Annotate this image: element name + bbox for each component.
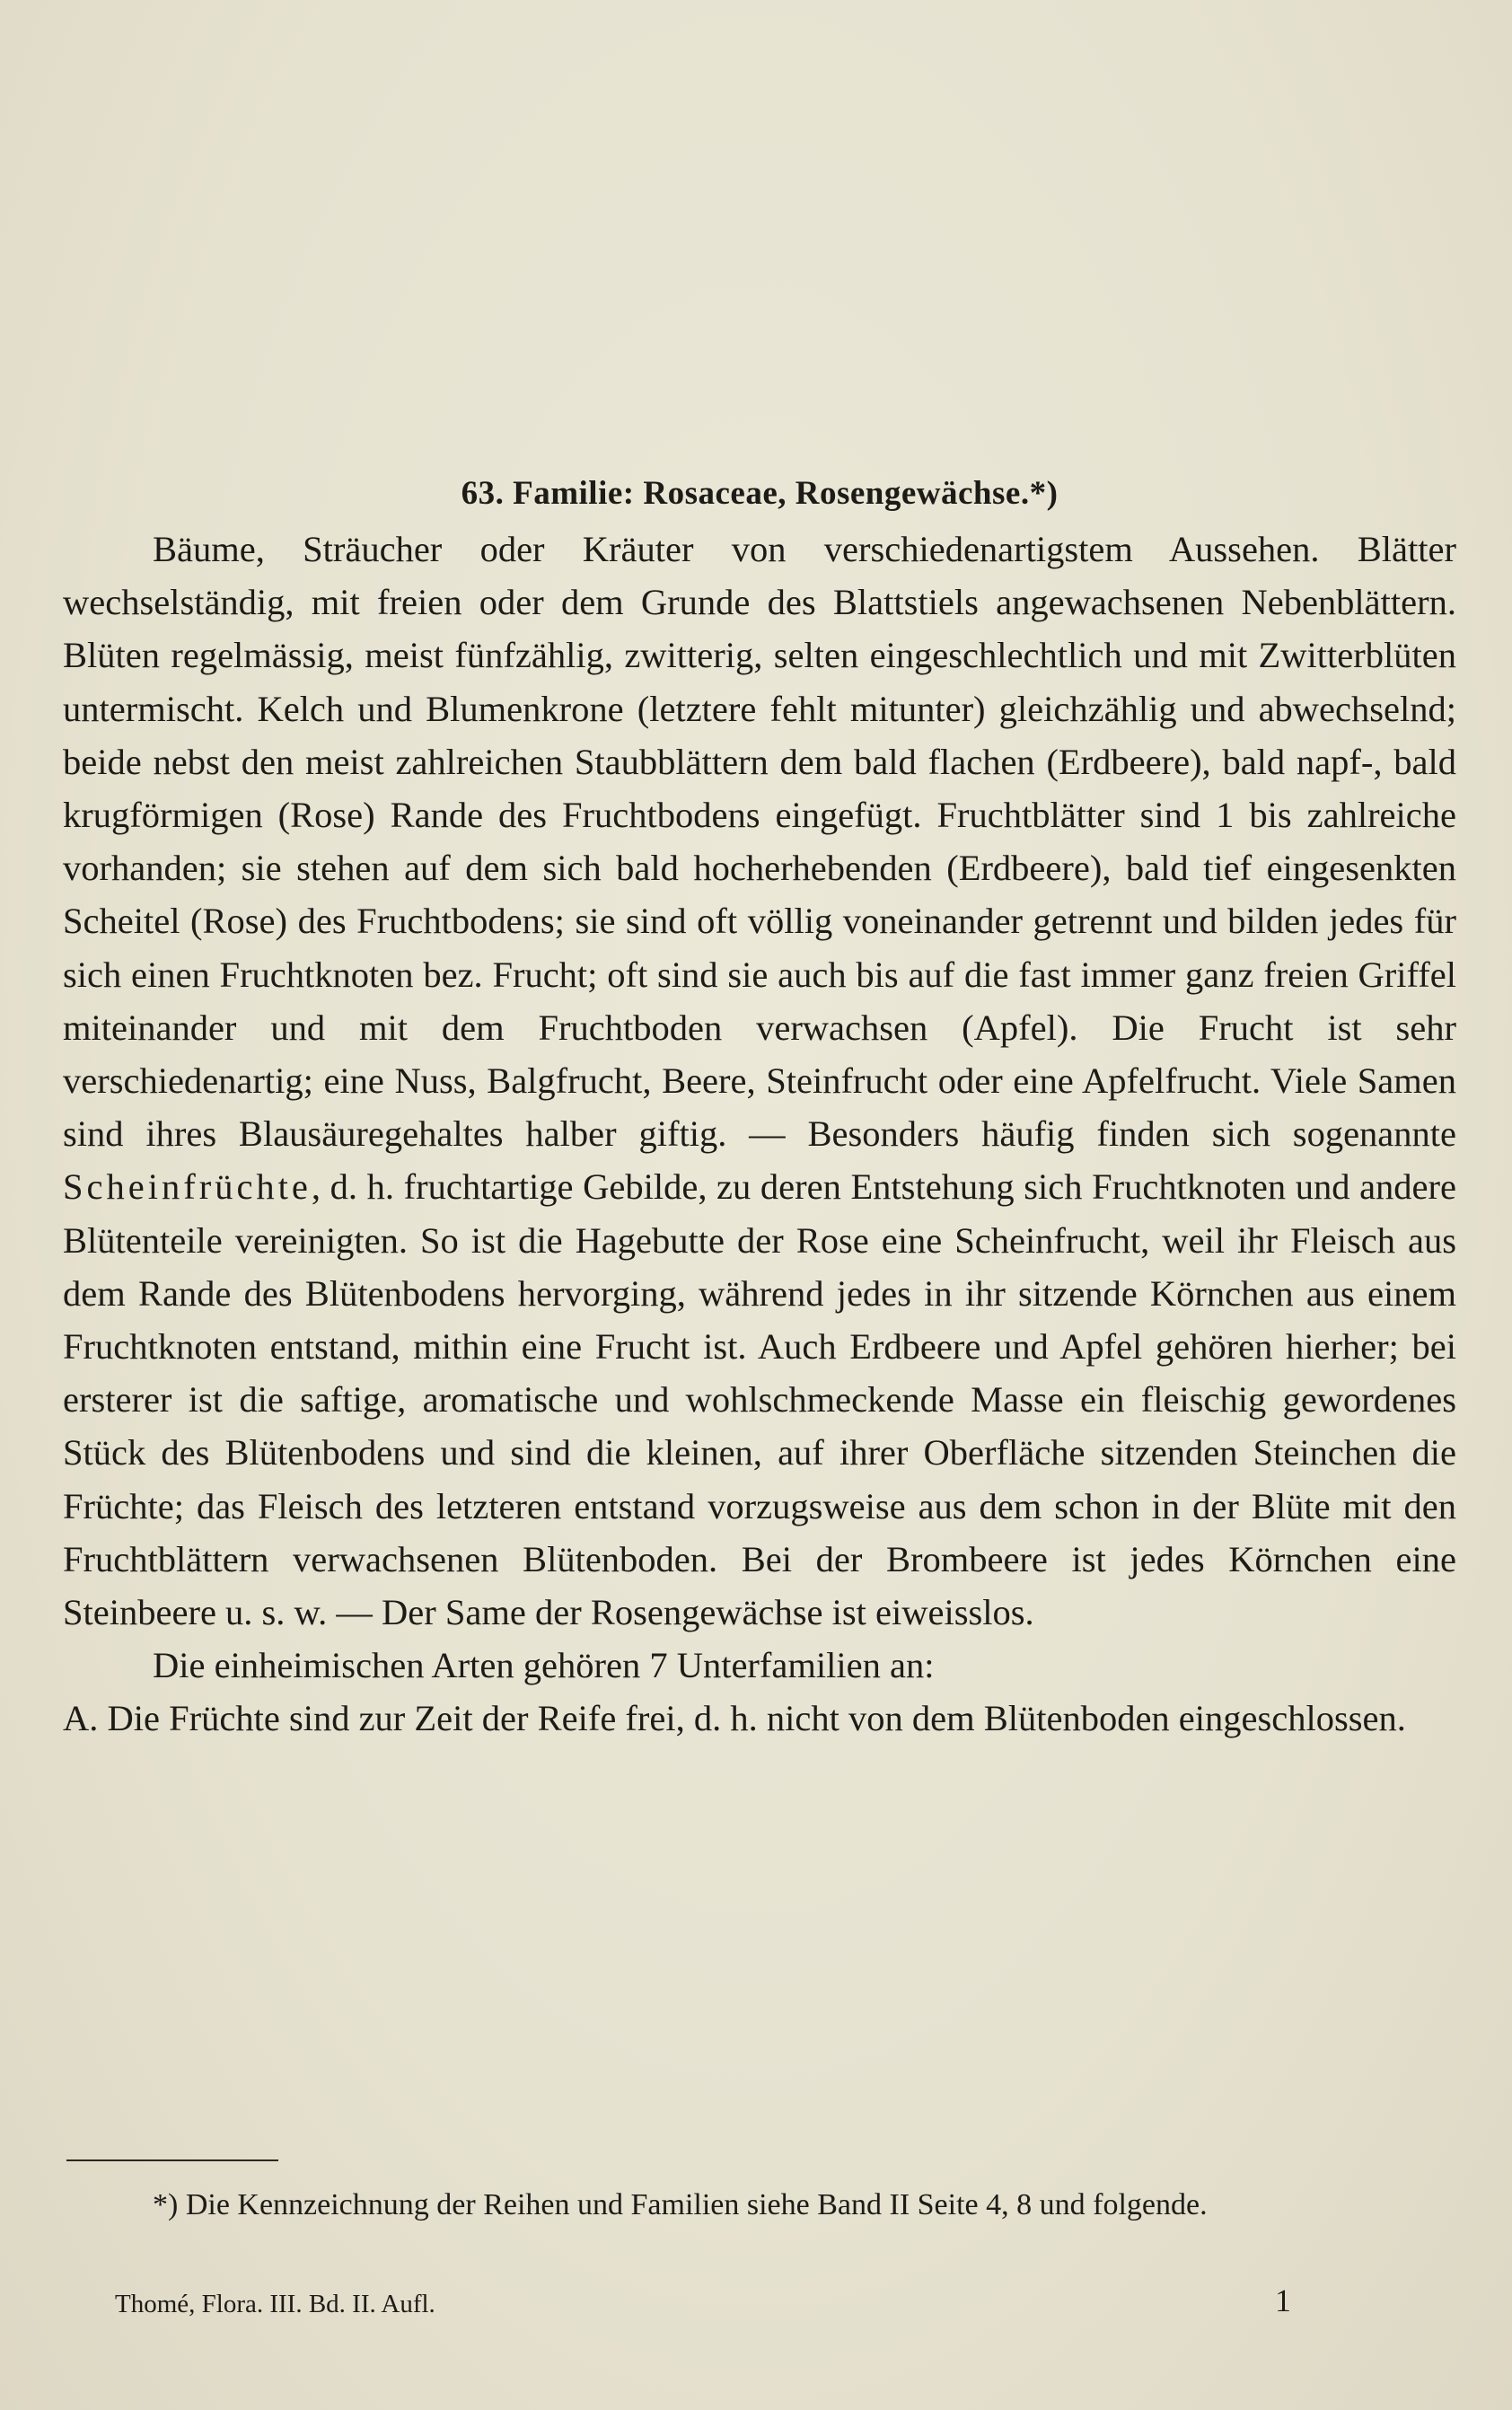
footnote: *) Die Kennzeichnung der Reihen und Familien siehe Band II Seite 4, 8 und folgende. bbox=[153, 2188, 1208, 2221]
footer-signature: Thomé, Flora. III. Bd. II. Aufl. bbox=[115, 2290, 435, 2318]
emphasized-term: Scheinfrüchte bbox=[63, 1166, 312, 1208]
paragraph-subfamilies: Die einheimischen Arten gehören 7 Unterfamilien an: bbox=[153, 1645, 935, 1686]
paragraph-text-end: , d. h. fruchtartige Gebilde, zu deren Entstehung sich Fruchtknoten und andere Blütenteile vereinigten. So ist die Hagebutte der Rose eine Scheinfrucht, weil ihr Fleisch aus dem Rande des Blütenbodens hervorging, während jedes in ihr sitzende Körnchen aus einem Fruchtknoten entstand, mithin eine Frucht ist. Auch Erdbeere und Apfel gehören hierher; bei ersterer ist die saftige, aromatische und wohlschmeckende Masse ein fleischig gewordenes Stück des Blütenbodens und sind die kleinen, auf ihrer Oberfläche sitzenden Steinchen die Früchte; das Fleisch des letzteren entstand vorzugsweise aus dem schon in der Blüte mit den Fruchtblättern verwachsenen Blütenboden. Bei der Brombeere ist jedes Körnchen eine Steinbeere u. s. w. — Der Same der Rosengewächse ist eiweisslos. bbox=[63, 1166, 1456, 1633]
section-heading: 63. Familie: Rosaceae, Rosengewächse.*) bbox=[461, 475, 1059, 512]
paragraph-text-start: Bäume, Sträucher oder Kräuter von verschiedenartigstem Aussehen. Blätter wechselständig, mit freien oder dem Grunde des Blattstiels angewachsenen Nebenblättern. Blüten regelmässig, meist fünfzählig, zwitterig, selten eingeschlechtlich und mit Zwitterblüten untermischt. Kelch und Blumenkrone (letztere fehlt mitunter) gleichzählig und abwechselnd; beide nebst den meist zahlreichen Staubblättern dem bald flachen (Erdbeere), bald napf-, bald krugförmigen (Rose) Rande des Fruchtbodens eingefügt. Fruchtblätter sind 1 bis zahlreiche vorhanden; sie stehen auf dem sich bald hocherhebenden (Erdbeere), bald tief eingesenkten Scheitel (Rose) des Fruchtbodens; sie sind oft völlig voneinander getrennt und bilden jedes für sich einen Fruchtknoten bez. Frucht; oft sind sie auch bis auf die fast immer ganz freien Griffel miteinander und mit dem Fruchtboden verwachsen (Apfel). Die Frucht ist sehr verschiedenartig; eine Nuss, Balgfrucht, Beere, Steinfrucht oder eine Apfelfrucht. Viele Samen sind ihres Blausäuregehaltes halber giftig. — Besonders häufig finden sich sogenannte bbox=[63, 529, 1456, 1155]
bleed-through-text bbox=[63, 135, 1464, 189]
footnote-rule bbox=[66, 2159, 278, 2161]
paragraph-description bbox=[63, 523, 1456, 1639]
footer-sheet-number: 1 bbox=[1275, 2282, 1291, 2318]
key-item-a: A. Die Früchte sind zur Zeit der Reife frei, d. h. nicht von dem Blütenboden eingeschlossen. bbox=[63, 1698, 1406, 1739]
main-text bbox=[63, 467, 1456, 1746]
